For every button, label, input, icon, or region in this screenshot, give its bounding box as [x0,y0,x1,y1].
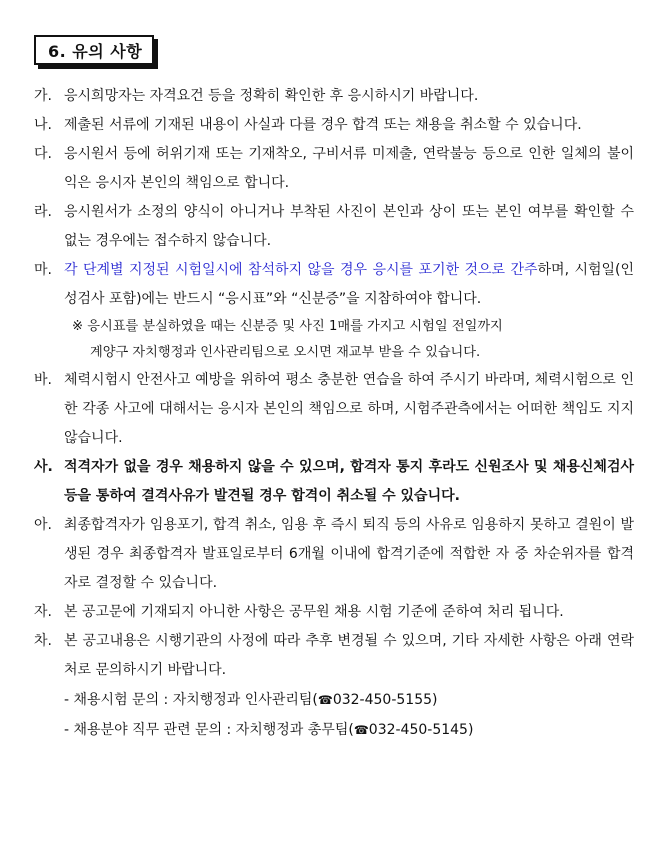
item-label: 바. [34,372,52,388]
phone-icon: ☎ [353,723,369,737]
item-text: 본 공고문에 기재되지 아니한 사항은 공무원 채용 시험 기준에 준하여 처리 됩니다. [64,604,564,620]
contact-text: - 채용분야 직무 관련 문의 : 자치행정과 총무팀( [64,722,354,738]
section-title [34,35,154,65]
item-text: 응시희망자는 자격요건 등을 정확히 확인한 후 응시하시기 바랍니다. [64,88,479,104]
item-label: 마. [34,262,52,278]
contact-text: - 채용시험 문의 : 자치행정과 인사관리팀( [64,692,318,708]
item-label: 라. [34,204,52,220]
contact-phone: 032-450-5145 [368,722,468,738]
item-text-rest: 하며, 시험일(인성검사 포함)에는 반드시 “응시표”와 “신분증”을 지참하여야 합니다. [64,262,634,307]
contact-line [34,685,634,715]
notice-item-ra [34,198,634,256]
note-line-1: ※ 응시표를 분실하였을 때는 신분증 및 사진 1매를 가지고 시험일 전일까지 [72,319,503,334]
contact-line [34,715,634,745]
item-text: 응시원서 등에 허위기재 또는 기재착오, 구비서류 미제출, 연락불능 등으로 인한 일체의 불이익은 응시자 본인의 책임으로 합니다. [64,146,634,191]
item-label: 차. [34,633,52,649]
notice-item-na [34,111,634,140]
item-label: 다. [34,146,52,162]
contact-close: ) [467,722,474,738]
phone-icon: ☎ [317,693,333,707]
notice-item-da [34,140,634,198]
item-label: 나. [34,117,52,133]
item-label: 자. [34,604,52,620]
notice-item-cha [34,627,634,685]
highlight-text: 각 단계별 지정된 시험일시에 참석하지 않을 경우 응시를 포기한 것으로 간주 [64,262,538,278]
notice-item-ma [34,256,634,314]
item-label: 사. [34,459,53,475]
notice-item-sa [34,453,634,511]
item-text: 응시원서가 소정의 양식이 아니거나 부착된 사진이 본인과 상이 또는 본인 여부를 확인할 수 없는 경우에는 접수하지 않습니다. [64,204,634,249]
notice-item-a [34,511,634,598]
item-text: 최종합격자가 임용포기, 합격 취소, 임용 후 즉시 퇴직 등의 사유로 임용하지 못하고 결원이 발생된 경우 최종합격자 발표일로부터 6개월 이내에 합격기준에 적합한 자 중 차순위자를 합격자로 결정할 수 있습니다. [64,517,634,591]
notice-item-ja [34,598,634,627]
item-text: 적격자가 없을 경우 채용하지 않을 수 있으며, 합격자 통지 후라도 신원조사 및 채용신체검사 등을 통하여 결격사유가 발견될 경우 합격이 취소될 수 있습니다. [64,459,634,504]
notice-item-ga [34,82,634,111]
section-title-text: 6. 유의 사항 [48,41,143,61]
item-text [64,256,634,314]
contact-phone: 032-450-5155 [332,692,433,708]
item-text: 본 공고내용은 시행기관의 사정에 따라 추후 변경될 수 있으며, 기타 자세한 사항은 아래 연락처로 문의하시기 바랍니다. [64,633,634,678]
item-text: 체력시험시 안전사고 예방을 위하여 평소 충분한 연습을 하여 주시기 바라며, 체력시험으로 인한 각종 사고에 대해서는 응시자 본인의 책임으로 하며, 시험주관측에서는 어떠한 책임도 지지 않습니다. [64,372,634,446]
notice-list [34,82,634,745]
notice-item-ba [34,366,634,453]
item-label: 가. [34,88,52,104]
notice-note [34,314,634,366]
item-label: 아. [34,517,52,533]
contact-close: ) [432,692,438,708]
note-line-2: 계양구 자치행정과 인사관리팀으로 오시면 재교부 받을 수 있습니다. [90,345,481,360]
item-text: 제출된 서류에 기재된 내용이 사실과 다를 경우 합격 또는 채용을 취소할 수 있습니다. [64,117,582,133]
